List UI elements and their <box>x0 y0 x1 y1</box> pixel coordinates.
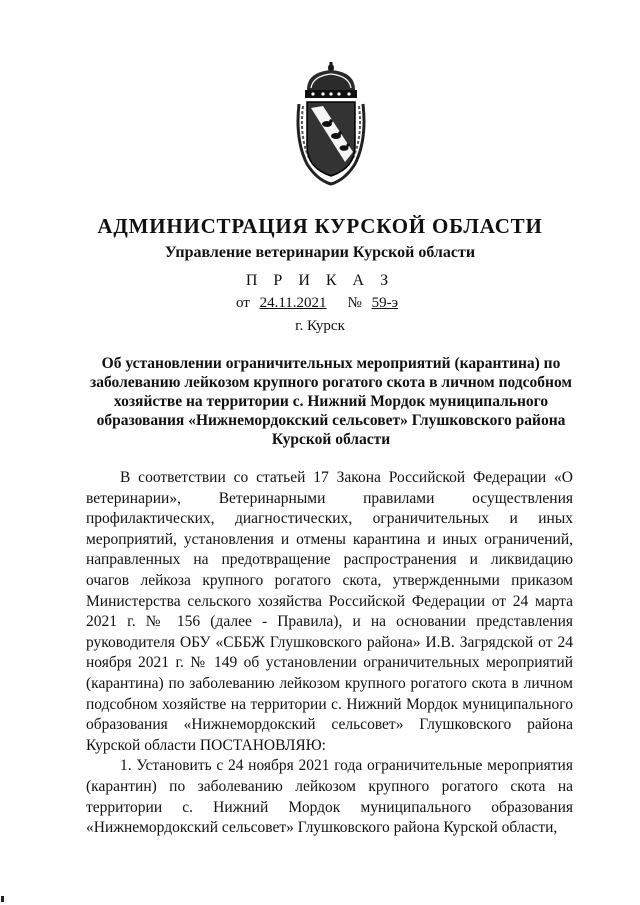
title-line: Об установлении ограничительных мероприятий (карантина) по <box>101 355 561 372</box>
document-type: П Р И К А З <box>245 272 395 289</box>
title-line: заболеванию лейкозом крупного рогатого скота в личном подсобном <box>90 374 572 391</box>
city: г. Курск <box>295 318 345 334</box>
order-date: 24.11.2021 <box>259 295 327 311</box>
title-line: хозяйстве на территории с. Нижний Мордок муниципального <box>113 393 549 410</box>
organization-name: АДМИНИСТРАЦИЯ КУРСКОЙ ОБЛАСТИ <box>97 214 543 238</box>
order-number: 59-э <box>371 295 399 311</box>
order-title <box>88 354 574 449</box>
order-body <box>86 468 573 839</box>
department-name: Управление ветеринарии Курской области <box>164 244 476 261</box>
date-number-line <box>0 295 640 312</box>
clause-1-paragraph: 1. Установить с 24 ноября 2021 года ограничительные мероприятия (карантин) по заболеванию лейкозом крупного рогатого скота на территории с. Нижний Мордок муниципального образования «Нижнемордокский сельсовет» Глушковского района Курской области, <box>86 757 573 837</box>
date-prefix: от <box>235 295 250 311</box>
scan-mark <box>1 896 4 902</box>
preamble-paragraph: В соответствии со статьей 17 Закона Российской Федерации «О ветеринарии», Ветеринарными правилами осуществления профилактических, диагностических, ограничительных и иных мероприятий, установления и отмены карантина и иных ограничений, направленных на предотвращение распространения и ликвидацию очагов лейкоза крупного рогатого скота, утвержденными приказом Министерства сельского хозяйства Российской Федерации от 24 марта 2021 г. № 156 (далее - Правила), и на основании представления руководителя ОБУ «СББЖ Глушковского района» И.В. Загрядской от 24 ноября 2021 г. № 149 об установлении ограничительных мероприятий (карантина) по заболеванию лейкозом крупного рогатого скота в личном подсобном хозяйстве на территории с. Нижний Мордок муниципального образования «Нижнемордокский сельсовет» Глушковского района Курской области ПОСТАНОВЛЯЮ: <box>86 469 573 754</box>
title-line: Курской области <box>271 431 391 448</box>
number-prefix: № <box>347 295 362 311</box>
coat-of-arms-icon <box>293 60 369 188</box>
title-line: образования «Нижнемордокский сельсовет» Глушковского района <box>96 412 566 429</box>
